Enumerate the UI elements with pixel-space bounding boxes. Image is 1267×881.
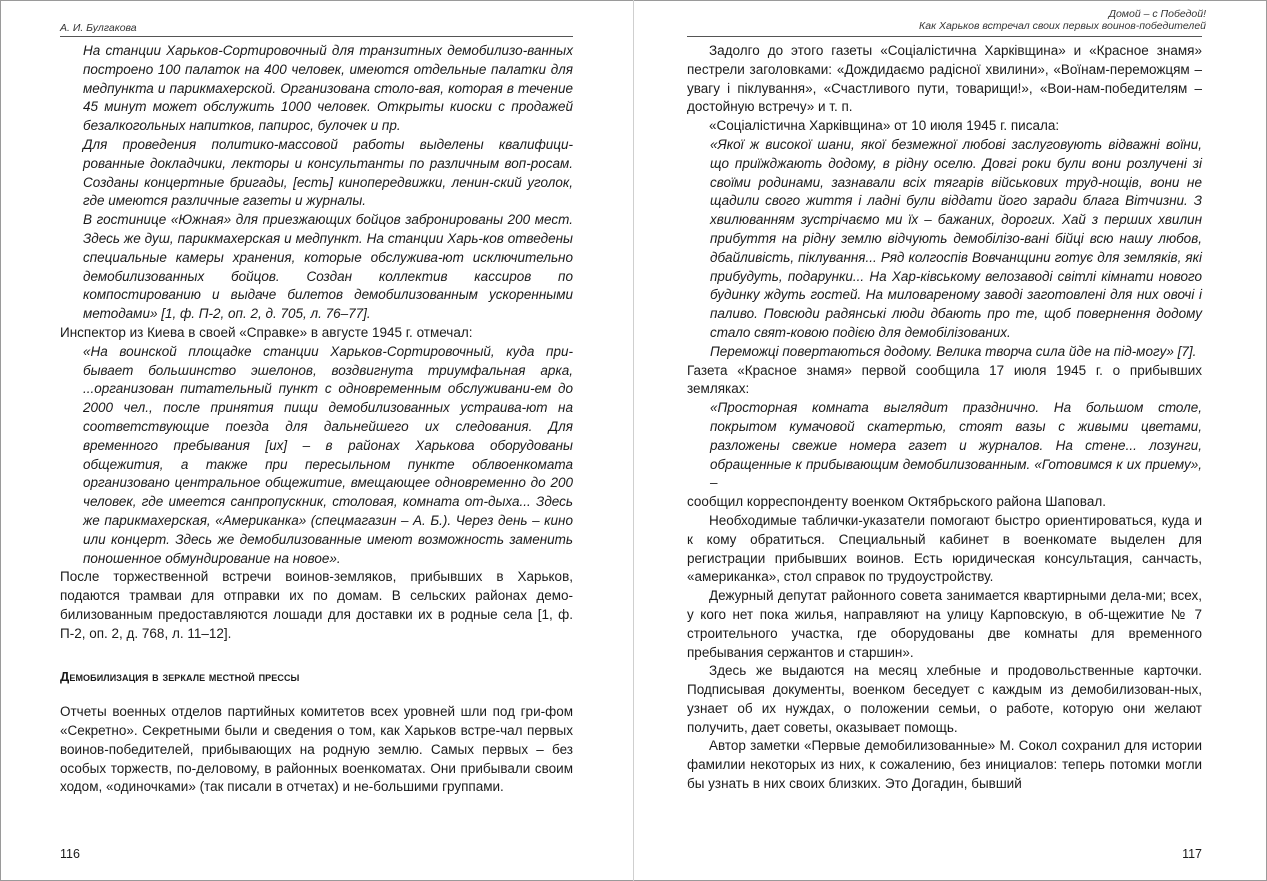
left-page-body xyxy=(60,42,573,797)
quote-paragraph: Для проведения политико-массовой работы выделены квалифици-рованные докладчики, лекторы и консультанты по различным воп-росам. Созданы концертные бригады, [есть] кинопередвижки, ленин-ский уголок, где имеются различные газеты и журналы. xyxy=(83,136,573,209)
section-heading: Демобилизация в зеркале местной прессы xyxy=(60,668,300,684)
body-paragraph: Задолго до этого газеты «Соціалістична Харківщина» и «Красное знамя» пестрели заголовками: «Дождидаємо радісної хвилини», «Воїнам-переможцям – увагу і піклування», «Счастливого пути, товарищи!», «Вои-нам-победителям – достойную встречу» и т. п. xyxy=(687,43,1202,115)
running-head-title: Домой – с Победой! xyxy=(1108,8,1206,20)
quote-paragraph: На станции Харьков-Сортировочный для транзитных демобилизо-ванных построено 100 палаток на 400 человек, имеются отдельные палатки для медпункта и парикмахерской. Организована столо-вая, которая в течение 45 минут может обслужить 1000 человек. Открыты киоски с продажей безалкогольных напитков, папирос, булочек и пр. xyxy=(83,43,573,134)
body-paragraph: Дежурный депутат районного совета занимается квартирными дела-ми; всех, у кого нет пока жилья, направляют на улицу Карповскую, в об-щежитие № 7 строительного участка, где оборудованы две комнаты для временного пребывания сержантов и старшин». xyxy=(687,588,1202,660)
running-head-chapter xyxy=(919,8,1206,32)
body-paragraph: сообщил корреспонденту военком Октябрьского района Шаповал. xyxy=(687,494,1106,510)
quote-paragraph: «Якої ж високої шани, якої безмежної любові заслуговують відважні воїни, що приїжджають додому, в рідну оселю. Довгі роки були вони розлучені зі своїми родинами, зазнавали всіх тягарів військових труд-нощів, вони не щадили свого життя і ладні були віддати його заради блага Вітчизни. З хвилюванням зустрічаємо ми їх – бажаних, дорогих. Хай з перших хвилин прибуття на рідну землю відчують демобілізо-вані бійці всю нашу любов, дбайливість, піклування... Ряд колгоспів Вовчанщини готує для земляків, які прибудуть, подарунки... На Хар-ківському велозаводі світлі кімнати нового будинку ждуть гостей. На миловареному заводі заготовлені для них овочі і паливо. Повсюди радянські люди дбають про те, щоб повернення додому стало свят-ковою подією для демобілізованих. xyxy=(710,136,1202,340)
right-page-body xyxy=(687,42,1202,794)
header-rule xyxy=(60,36,573,37)
page-number-right: 117 xyxy=(1182,847,1202,861)
quote-paragraph: В гостинице «Южная» для приезжающих бойцов забронированы 200 мест. Здесь же душ, парикмахерская и медпункт. На станции Харь-ков отведены специальные камеры хранения, которые обслужива-ют исключительно демобилизованных бойцов. Создан коллектив кассиров по компостированию и выдаче билетов демобилизованным ускоренными методами» [1, ф. П-2, оп. 2, д. 705, л. 76–77]. xyxy=(83,212,573,322)
right-page xyxy=(634,0,1267,881)
body-paragraph: Газета «Красное знамя» первой сообщила 17 июля 1945 г. о прибывших земляках: xyxy=(687,362,1202,397)
body-paragraph: Необходимые таблички-указатели помогают быстро ориентироваться, куда и к кому обратиться. Специальный кабинет в военкомате выделен для регистрации прибывших воинов. Есть юридическая консультация, санчасть, «американка», стол справок по трудоустройству. xyxy=(687,512,1202,585)
running-head-author: А. И. Булгакова xyxy=(60,22,137,34)
body-paragraph: Автор заметки «Первые демобилизованные» М. Сокол сохранил для истории фамилии некоторых из них, к сожалению, без инициалов: теперь потомки могли бы узнать в них своих близких. Это Догадин, бывший xyxy=(687,738,1202,792)
quote-paragraph: «Просторная комната выглядит празднично. На большом столе, покрытом кумачовой скатертью, стоят вазы с живыми цветами, разложены свежие номера газет и журналов. На стене... лозунги, обращенные к прибывающим демобилизованным. «Готовимся к их приему», – xyxy=(710,400,1202,491)
page-number-left: 116 xyxy=(60,847,80,861)
body-paragraph: Отчеты военных отделов партийных комитетов всех уровней шли под гри-фом «Секретно». Секретными были и сведения о том, как Харьков встре-чал первых воинов-победителей, прибывающих на родную землю. Самых первых – без особых торжеств, по-деловому, в районных военкоматах. Они прибывали своим ходом, «одиночками» (так писали в отчетах) и не-большими группами. xyxy=(60,704,573,795)
quote-paragraph: Переможці повертаються додому. Велика творча сила йде на під-могу» [7]. xyxy=(710,343,1197,359)
left-page xyxy=(0,0,633,881)
body-paragraph: Инспектор из Киева в своей «Справке» в августе 1945 г. отмечал: xyxy=(60,324,473,340)
quote-paragraph: «На воинской площадке станции Харьков-Сортировочный, куда при-бывает большинство эшелонов, воздвигнута триумфальная арка, ...организован питательный пункт с одновременным обслуживани-ем до 2000 чел., после принятия пищи демобилизованных устраива-ют на соответствующие поезда для дальнейшего их следования. Для временного пребывания [их] – в районах Харькова оборудованы общежития, а также при пересыльном пункте облвоенкомата организовано центральное общежитие, вмещающее одновременно до 200 человек, где имеется санпропускник, столовая, комната от-дыха... Здесь же парикмахерская, «Американка» (спецмагазин – А. Б.). Через день – кино или концерт. Здесь же демобилизованные имеют возможность заменить поношенное обмундирование на новое». xyxy=(83,343,573,566)
running-head-subtitle: Как Харьков встречал своих первых воинов-победителей xyxy=(919,20,1206,32)
header-rule xyxy=(687,36,1202,37)
body-paragraph: Здесь же выдаются на месяц хлебные и продовольственные карточки. Подписывая документы, военком беседует с каждым из демобилизован-ных, узнает об их нуждах, о положении семьи, о работе, которую они желают получить, дает советы, оказывает помощь. xyxy=(687,663,1202,735)
body-paragraph: После торжественной встречи воинов-земляков, прибывших в Харьков, подаются трамваи для отправки их по домам. В сельских районах демо-билизованным предоставляются лошади для доставки их в родные села [1, ф. П-2, оп. 2, д. 768, л. 11–12]. xyxy=(60,569,573,641)
body-paragraph: «Соціалістична Харківщина» от 10 июля 1945 г. писала: xyxy=(709,118,1060,134)
